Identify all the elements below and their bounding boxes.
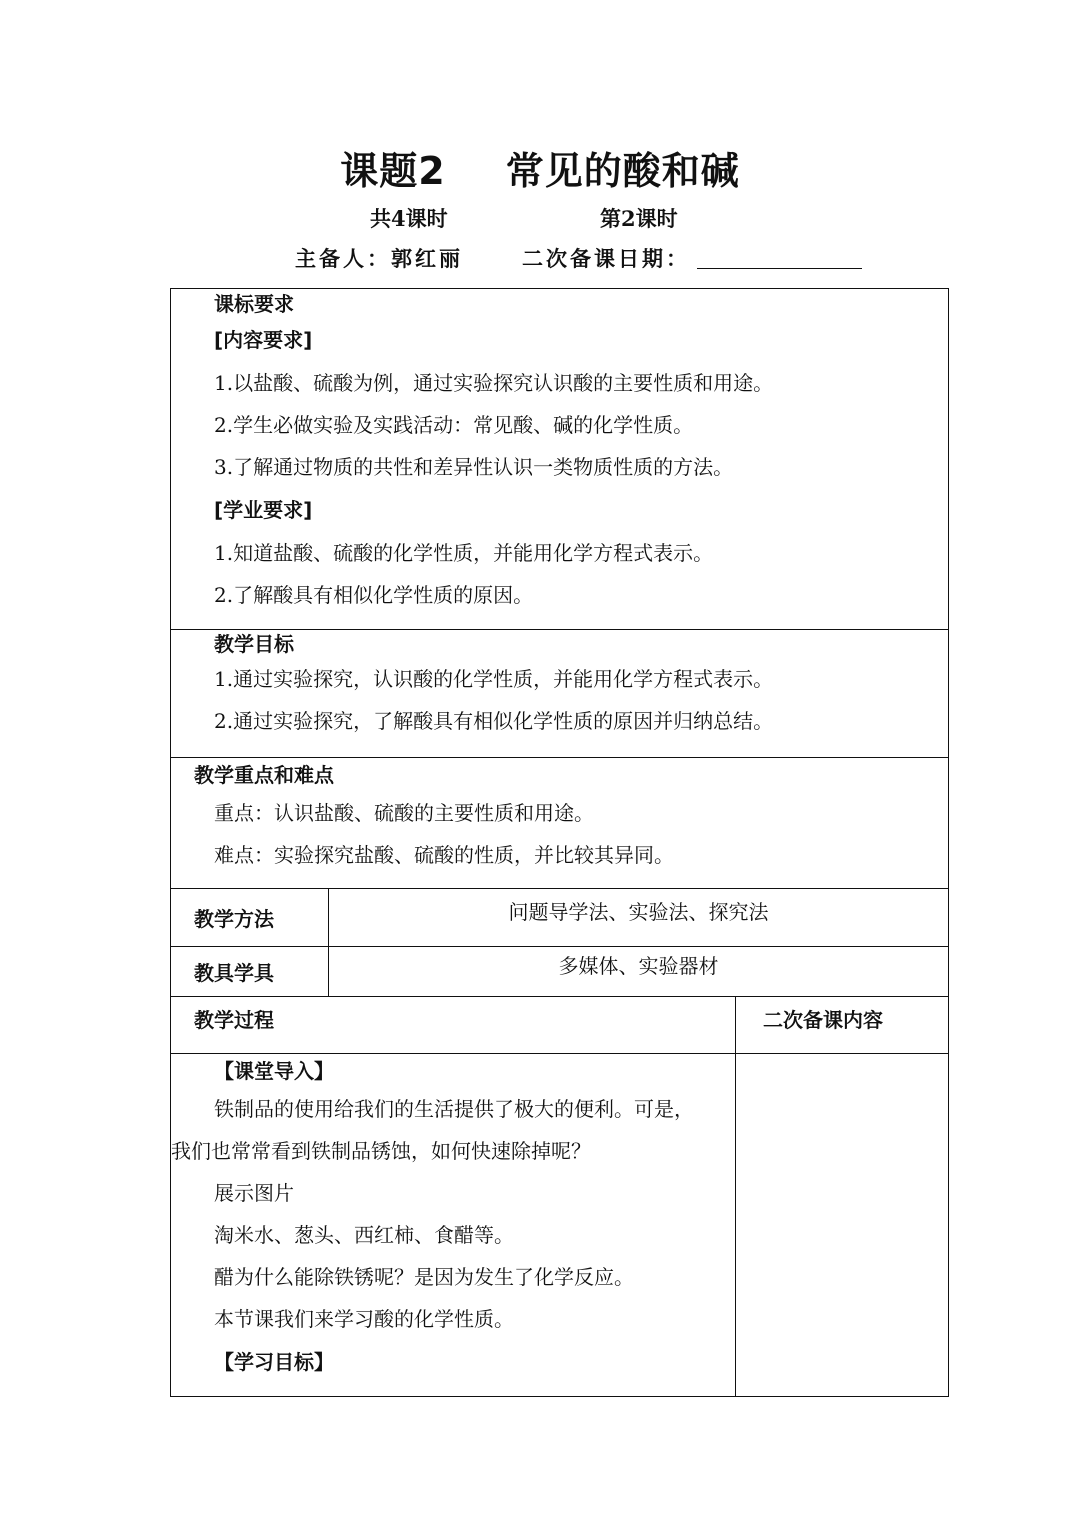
- content-req-heading: [内容要求]: [214, 328, 313, 352]
- academic-req-item: 2.了解酸具有相似化学性质的原因。: [214, 583, 534, 607]
- process-header-row: [170, 996, 949, 1053]
- academic-req-heading: [学业要求]: [214, 498, 313, 522]
- method-row: [170, 888, 949, 946]
- tools-value: 多媒体、实验器材: [558, 954, 719, 978]
- goals-heading: 【学习目标】: [214, 1350, 334, 1374]
- process-line: 展示图片: [214, 1181, 294, 1205]
- second-prep-heading: 二次备课内容: [763, 1008, 883, 1032]
- process-content: [171, 1054, 736, 1396]
- title-topic: 常见的酸和碱: [505, 149, 740, 193]
- tools-label: 教具学具: [194, 961, 274, 985]
- second-prep-date-blank: [697, 268, 862, 269]
- process-heading: 教学过程: [194, 1008, 274, 1032]
- total-hours: 共4课时: [370, 206, 448, 231]
- method-label: 教学方法: [194, 907, 274, 931]
- tools-row: [170, 946, 949, 996]
- process-body-row: [170, 1053, 949, 1397]
- content-req-item: 3.了解通过物质的共性和差异性认识一类物质性质的方法。: [214, 455, 734, 479]
- key-point: 重点：认识盐酸、硫酸的主要性质和用途。: [214, 801, 594, 825]
- lesson-table: [170, 288, 949, 1397]
- difficulty-point: 难点：实验探究盐酸、硫酸的性质，并比较其异同。: [214, 843, 674, 867]
- intro-line: 我们也常常看到铁制品锈蚀，如何快速除掉呢？: [171, 1139, 591, 1163]
- title-lesson-number: 课题2: [340, 149, 446, 193]
- academic-req-item: 1.知道盐酸、硫酸的化学性质，并能用化学方程式表示。: [214, 541, 714, 565]
- page-title: [0, 140, 1080, 195]
- objective-item: 1.通过实验探究，认识酸的化学性质，并能用化学方程式表示。: [214, 667, 774, 691]
- key-points-heading: 教学重点和难点: [194, 763, 334, 787]
- key-points-section: [170, 757, 949, 888]
- process-line: 醋为什么能除铁锈呢？是因为发生了化学反应。: [214, 1265, 634, 1289]
- intro-line: 铁制品的使用给我们的生活提供了极大的便利。可是，: [214, 1097, 694, 1121]
- intro-heading: 【课堂导入】: [214, 1059, 334, 1083]
- process-line: 本节课我们来学习酸的化学性质。: [214, 1307, 514, 1331]
- content-req-item: 1.以盐酸、硫酸为例，通过实验探究认识酸的主要性质和用途。: [214, 371, 774, 395]
- curriculum-heading: 课标要求: [214, 292, 294, 316]
- second-prep-date-label: 二次备课日期：: [522, 246, 690, 271]
- objective-item: 2.通过实验探究，了解酸具有相似化学性质的原因并归纳总结。: [214, 709, 774, 733]
- second-prep-content[interactable]: [736, 1054, 948, 1396]
- current-hour: 第2课时: [600, 206, 678, 231]
- objectives-heading: 教学目标: [214, 632, 294, 656]
- objectives-section: [170, 629, 949, 757]
- preparer: 主备人：郭红丽: [295, 246, 463, 271]
- content-req-item: 2.学生必做实验及实践活动：常见酸、碱的化学性质。: [214, 413, 694, 437]
- method-value: 问题导学法、实验法、探究法: [508, 900, 769, 924]
- curriculum-section: [170, 288, 949, 629]
- process-line: 淘米水、葱头、西红柿、食醋等。: [214, 1223, 514, 1247]
